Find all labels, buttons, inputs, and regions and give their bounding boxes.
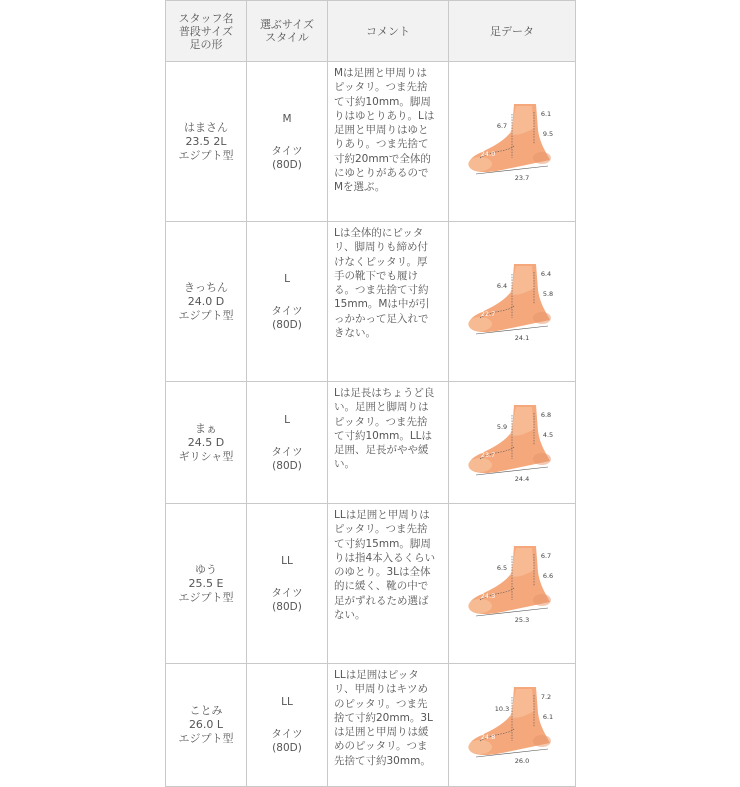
denier-label: (80D) xyxy=(272,158,302,171)
foot-shape: エジプト型 xyxy=(178,732,234,745)
style-label: タイツ xyxy=(271,144,303,157)
comment-line: りあり。つま先捨て xyxy=(334,138,429,151)
comment-line: のピッタリ。つま先 xyxy=(334,697,428,710)
comment-line: りはゆとりあり。Lは xyxy=(334,109,435,122)
table-row xyxy=(166,664,576,787)
comment-line: ない。 xyxy=(334,609,366,622)
denier-label: (80D) xyxy=(272,742,302,754)
chosen-size: L xyxy=(284,413,290,426)
instep-height-value: 6.4 xyxy=(496,281,508,290)
comment-line: Mは足囲と甲周りは xyxy=(334,67,428,79)
instep-height-value: 10.3 xyxy=(494,705,510,713)
style-label: タイツ xyxy=(271,586,303,599)
foot-data-cell xyxy=(449,62,576,222)
header-size xyxy=(247,1,328,62)
chosen-size: M xyxy=(282,112,292,125)
chosen-size: L xyxy=(284,272,290,285)
table-row xyxy=(166,62,576,222)
comment-line: 手の靴下でも履け xyxy=(334,269,418,282)
size-cell xyxy=(247,382,328,504)
heel-to-ankle-value: 6.8 xyxy=(540,410,552,419)
instep-height-value: 6.7 xyxy=(496,121,508,130)
staff-name: まぁ xyxy=(195,421,217,435)
comment-line: て寸約15mm。脚周 xyxy=(334,537,431,550)
comment-line: Lは全体的にピッタ xyxy=(334,227,424,239)
foot-shape: エジプト型 xyxy=(178,590,234,604)
comment-line: い。足囲と脚周りは xyxy=(334,401,429,414)
foot-diagram xyxy=(462,542,562,626)
comment-cell xyxy=(328,664,449,787)
comment-line: 15mm。Mは中が引 xyxy=(334,298,430,311)
comment-line: 足がずれるため選ば xyxy=(334,594,429,607)
denier-label: (80D) xyxy=(272,600,302,613)
size-comparison-table xyxy=(165,0,576,787)
foot-data-cell xyxy=(449,382,576,504)
comment-line: のゆとり。3Lは全体 xyxy=(334,566,431,579)
foot-shape: エジプト型 xyxy=(178,308,234,322)
staff-name: きっちん xyxy=(184,280,228,294)
chosen-size: LL xyxy=(281,696,293,708)
length-value: 26.0 xyxy=(514,757,530,765)
header-staff-line2: 普段サイズ xyxy=(178,24,234,38)
comment-line: る。つま先捨て寸約 xyxy=(334,284,429,297)
instep-value: 6.1 xyxy=(542,713,554,721)
usual-size: 24.0 D xyxy=(187,294,225,308)
comment-line: て寸約10mm。LLは xyxy=(334,429,433,442)
instep-value: 5.8 xyxy=(542,289,554,298)
comment-line: Mを選ぶ。 xyxy=(334,181,386,194)
foot-data-cell xyxy=(449,504,576,664)
length-value: 24.1 xyxy=(514,333,530,342)
comment-line: っかかって足入れで xyxy=(334,312,429,325)
comment-line: 的に緩く、靴の中で xyxy=(334,580,429,593)
size-table-wrapper xyxy=(165,0,575,787)
comment-line: LLは足囲と甲周りは xyxy=(334,509,430,521)
table-row xyxy=(166,382,576,504)
comment-line: LLは足囲はピッタ xyxy=(334,669,419,681)
staff-cell xyxy=(166,664,247,787)
comment-line: にゆとりがあるので xyxy=(334,167,429,180)
foot-data-cell xyxy=(449,664,576,787)
comment-cell xyxy=(328,222,449,382)
heel-to-ankle-value: 6.4 xyxy=(540,269,552,278)
staff-cell xyxy=(166,382,247,504)
staff-cell xyxy=(166,504,247,664)
comment-line: 足囲、足長がやや緩 xyxy=(334,444,429,457)
staff-name: ゆう xyxy=(195,562,217,576)
table-row xyxy=(166,222,576,382)
girth-value: 24.8 xyxy=(480,733,496,741)
header-staff xyxy=(166,1,247,62)
size-cell xyxy=(247,62,328,222)
comment-line: めのピッタリ。つま xyxy=(334,740,428,753)
style-label: タイツ xyxy=(271,304,303,317)
comment-line: けなくピッタリ。厚 xyxy=(334,255,428,268)
foot-data-cell xyxy=(449,222,576,382)
comment-line: ピッタリ。つま先捨 xyxy=(334,81,428,94)
staff-cell xyxy=(166,222,247,382)
comment-line: 先捨て寸約30mm。 xyxy=(334,754,431,767)
length-value: 24.4 xyxy=(514,474,530,483)
header-size-line1: 選ぶサイズ xyxy=(259,18,315,31)
comment-line: 寸約20mmで全体的 xyxy=(334,152,431,165)
staff-name: はまさん xyxy=(184,120,228,134)
foot-diagram xyxy=(462,401,562,485)
comment-line: 捨て寸約20mm。3L xyxy=(334,711,433,724)
comment-line: は足囲と甲周りは緩 xyxy=(334,726,429,739)
header-staff-line3: 足の形 xyxy=(189,37,223,51)
girth-value: 23.7 xyxy=(480,450,496,459)
comment-line: て寸約10mm。脚周 xyxy=(334,95,431,108)
foot-diagram xyxy=(462,683,562,767)
table-row xyxy=(166,504,576,664)
size-cell xyxy=(247,504,328,664)
girth-value: 24.3 xyxy=(480,591,496,600)
heel-to-ankle-value: 6.7 xyxy=(540,551,552,560)
comment-line: リ、脚周りも締め付 xyxy=(334,241,428,254)
comment-line: Lは足長はちょうど良 xyxy=(334,387,435,399)
comment-line: ピッタリ。つま先捨 xyxy=(334,415,428,428)
comment-cell xyxy=(328,504,449,664)
comment-line: ピッタリ。つま先捨 xyxy=(334,523,428,536)
heel-to-ankle-value: 6.1 xyxy=(540,109,552,118)
foot-shape: ギリシャ型 xyxy=(178,449,234,463)
foot-shape: エジプト型 xyxy=(178,148,234,162)
usual-size: 25.5 E xyxy=(188,576,224,590)
instep-height-value: 6.5 xyxy=(496,563,508,572)
girth-value: 22.7 xyxy=(480,309,496,318)
header-row xyxy=(166,1,576,62)
staff-cell xyxy=(166,62,247,222)
staff-name: ことみ xyxy=(189,704,223,717)
denier-label: (80D) xyxy=(272,318,302,331)
style-label: タイツ xyxy=(271,728,303,740)
header-foot: 足データ xyxy=(449,1,576,62)
header-staff-line1: スタッフ名 xyxy=(178,11,234,25)
usual-size: 24.5 D xyxy=(187,435,225,449)
instep-height-value: 5.9 xyxy=(496,422,508,431)
girth-value: 24.0 xyxy=(480,149,496,158)
comment-cell xyxy=(328,382,449,504)
size-cell xyxy=(247,664,328,787)
instep-value: 6.6 xyxy=(542,571,554,580)
comment-line: きない。 xyxy=(334,327,376,340)
comment-line: い。 xyxy=(334,458,355,471)
instep-value: 4.5 xyxy=(542,430,554,439)
instep-value: 9.5 xyxy=(542,129,554,138)
size-cell xyxy=(247,222,328,382)
usual-size: 26.0 L xyxy=(188,718,224,731)
header-comment: コメント xyxy=(328,1,449,62)
foot-diagram xyxy=(462,260,562,344)
length-value: 23.7 xyxy=(514,173,530,182)
comment-line: りは指4本入るくらい xyxy=(334,551,436,564)
foot-diagram xyxy=(462,100,562,184)
comment-cell xyxy=(328,62,449,222)
heel-to-ankle-value: 7.2 xyxy=(540,693,552,701)
style-label: タイツ xyxy=(271,445,303,458)
denier-label: (80D) xyxy=(272,459,302,472)
comment-line: リ、甲周りはキツめ xyxy=(334,683,428,696)
header-size-line2: スタイル xyxy=(265,31,309,44)
length-value: 25.3 xyxy=(514,615,530,624)
chosen-size: LL xyxy=(281,554,293,567)
usual-size: 23.5 2L xyxy=(185,134,227,148)
comment-line: 足囲と甲周りはゆと xyxy=(334,124,429,137)
